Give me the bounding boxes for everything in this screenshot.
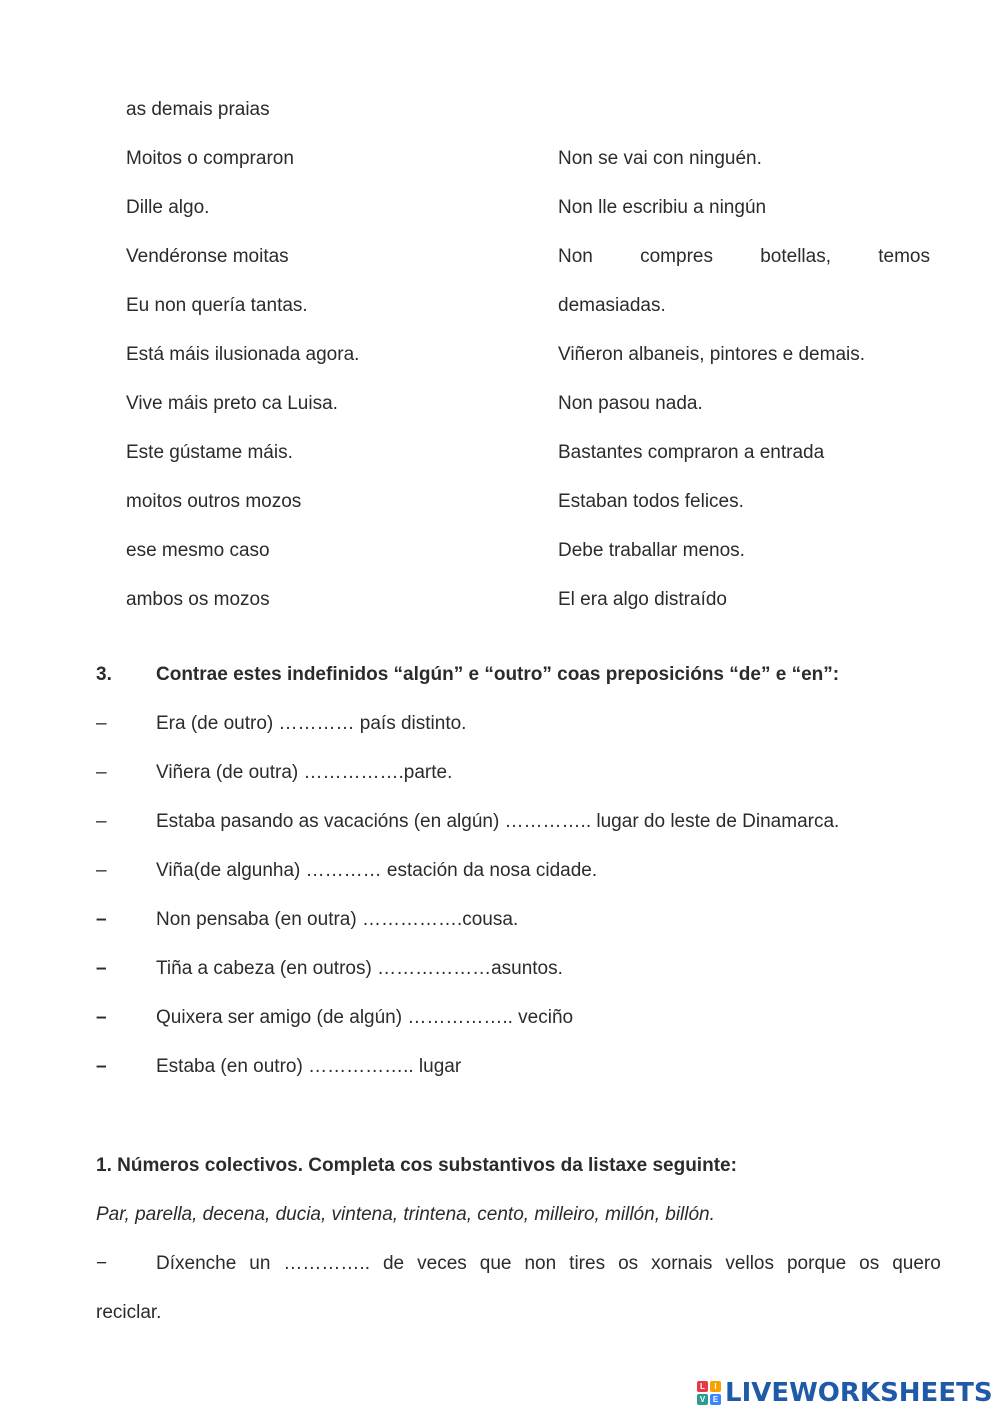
word: un xyxy=(249,1253,271,1274)
logo-letter: E xyxy=(710,1394,721,1405)
word-list: Par, parella, decena, ducia, vintena, trintena, cento, milleiro, millón, billón. xyxy=(96,1204,715,1225)
exercise-item: Era (de outro) ………… país distinto. xyxy=(156,713,467,734)
word: Non xyxy=(558,246,593,267)
exercise-item: Estaba pasando as vacacións (en algún) ………….. lugar do leste de Dinamarca. xyxy=(156,811,840,832)
word: quero xyxy=(892,1253,941,1274)
list-item: Estaban todos felices. xyxy=(558,491,744,512)
word: de xyxy=(382,1253,405,1274)
list-item: Non pasou nada. xyxy=(558,393,703,414)
dash: – xyxy=(96,1007,107,1028)
word: botellas, xyxy=(760,246,831,267)
logo-text: LIVEWORKSHEETS xyxy=(725,1378,993,1408)
logo-letter: L xyxy=(697,1381,708,1392)
list-item: Eu non quería tantas. xyxy=(126,295,308,316)
exercise-item: Non pensaba (en outra) …………….cousa. xyxy=(156,909,519,930)
list-item: El era algo distraído xyxy=(558,589,727,610)
word: os xyxy=(618,1253,639,1274)
list-item: Non lle escribiu a ningún xyxy=(558,197,767,218)
list-item: Bastantes compraron a entrada xyxy=(558,442,825,463)
dash: – xyxy=(96,713,107,734)
list-item: Debe traballar menos. xyxy=(558,540,745,561)
exercise-item: Tiña a cabeza (en outros) ………………asuntos. xyxy=(156,958,563,979)
word: vellos xyxy=(725,1253,774,1274)
list-item: Moitos o compraron xyxy=(126,148,294,169)
word: porque xyxy=(786,1253,847,1274)
exercise-item-continuation: reciclar. xyxy=(96,1302,162,1323)
liveworksheets-logo xyxy=(697,1378,993,1408)
list-item: Vendéronse moitas xyxy=(126,246,289,267)
word: os xyxy=(859,1253,880,1274)
word: compres xyxy=(640,246,713,267)
list-item: demasiadas. xyxy=(558,295,666,316)
word: veces xyxy=(417,1253,467,1274)
list-item: Dille algo. xyxy=(126,197,210,218)
list-item: as demais praias xyxy=(126,99,270,120)
dash: – xyxy=(96,1056,107,1077)
word: tires xyxy=(569,1253,606,1274)
exercise-item: Viña(de algunha) ………… estación da nosa cidade. xyxy=(156,860,598,881)
dash: – xyxy=(96,860,107,881)
exercise-item: Estaba (en outro) …………….. lugar xyxy=(156,1056,462,1077)
list-item: Está máis ilusionada agora. xyxy=(126,344,360,365)
dash: – xyxy=(96,958,107,979)
exercise-item xyxy=(156,1252,941,1276)
dash: – xyxy=(96,762,107,783)
list-item: Non se vai con ninguén. xyxy=(558,148,762,169)
word: non xyxy=(524,1253,557,1274)
exercise-item: Quixera ser amigo (de algún) …………….. veciño xyxy=(156,1007,574,1028)
exercise-item: Viñera (de outra) …………….parte. xyxy=(156,762,453,783)
list-item: ese mesmo caso xyxy=(126,540,270,561)
logo-letter: I xyxy=(710,1381,721,1392)
word: Díxenche xyxy=(156,1253,237,1274)
list-item: moitos outros mozos xyxy=(126,491,302,512)
logo-letter: V xyxy=(697,1394,708,1405)
list-item: Este gústame máis. xyxy=(126,442,293,463)
section-heading: Contrae estes indefinidos “algún” e “outro” coas preposicións “de” e “en”: xyxy=(156,664,840,685)
dash: – xyxy=(96,811,107,832)
word: ………….. xyxy=(283,1253,370,1274)
list-item: Viñeron albaneis, pintores e demais. xyxy=(558,344,866,365)
word: temos xyxy=(878,246,930,267)
word: xornais xyxy=(651,1253,713,1274)
list-item: ambos os mozos xyxy=(126,589,270,610)
section-heading: 1. Números colectivos. Completa cos substantivos da listaxe seguinte: xyxy=(96,1155,737,1176)
section-number: 3. xyxy=(96,664,112,685)
word: que xyxy=(479,1253,512,1274)
dash: − xyxy=(96,1253,108,1274)
list-item xyxy=(558,245,930,269)
logo-mark-icon xyxy=(697,1381,721,1405)
list-item: Vive máis preto ca Luisa. xyxy=(126,393,338,414)
dash: – xyxy=(96,909,107,930)
